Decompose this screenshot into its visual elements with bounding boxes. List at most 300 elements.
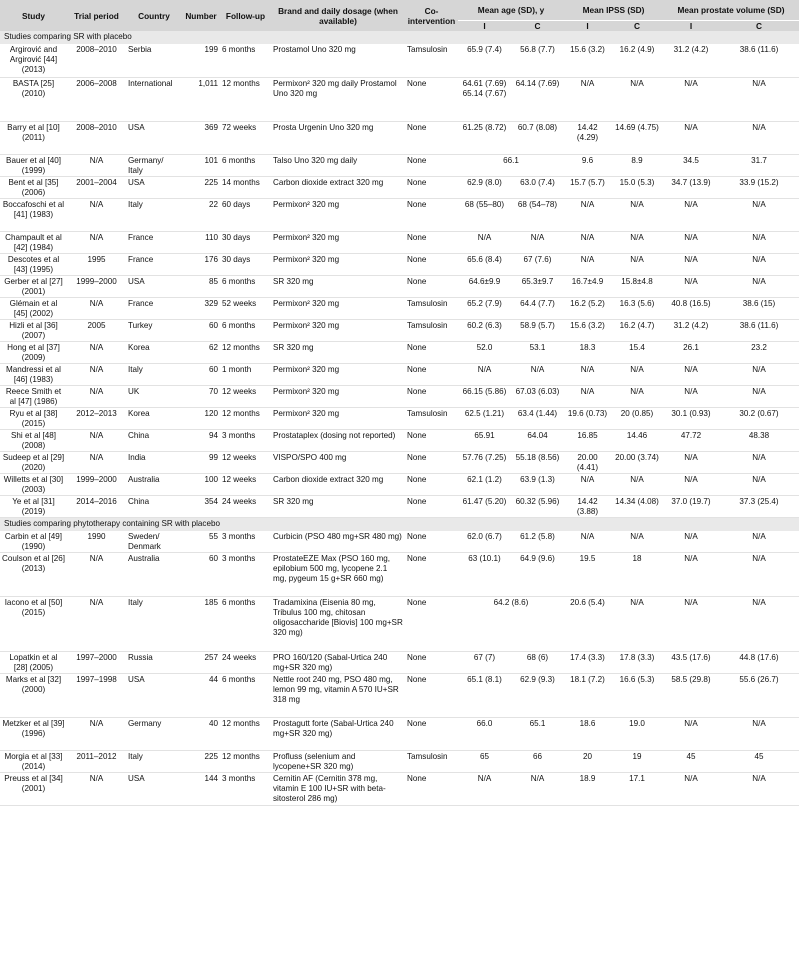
- number-cell: 55: [182, 531, 220, 553]
- volume-c-cell: N/A: [719, 553, 799, 597]
- study-cell: Barry et al [10] (2011): [0, 121, 67, 154]
- ipss-c-cell: 16.2 (4.7): [611, 319, 663, 341]
- ipss-c-cell: N/A: [611, 531, 663, 553]
- study-cell: Hizli et al [36] (2007): [0, 319, 67, 341]
- volume-i-cell: 45: [663, 751, 719, 773]
- table-row: [0, 253, 799, 275]
- ipss-i-cell: 14.42 (4.29): [564, 121, 611, 154]
- ipss-i-cell: N/A: [564, 363, 611, 385]
- volume-c-cell: N/A: [719, 253, 799, 275]
- volume-i-cell: N/A: [663, 231, 719, 253]
- ipss-i-cell: N/A: [564, 473, 611, 495]
- volume-i-cell: 34.5: [663, 154, 719, 176]
- ipss-i-cell: N/A: [564, 231, 611, 253]
- co-intervention-cell: None: [405, 275, 458, 297]
- country-cell: France: [126, 231, 182, 253]
- ipss-i-cell: 15.7 (5.7): [564, 176, 611, 198]
- volume-c-cell: 38.6 (15): [719, 297, 799, 319]
- study-cell: Gerber et al [27] (2001): [0, 275, 67, 297]
- volume-i-cell: N/A: [663, 553, 719, 597]
- section-header-row: [0, 31, 799, 44]
- number-cell: 62: [182, 341, 220, 363]
- ipss-c-cell: 20 (0.85): [611, 407, 663, 429]
- study-cell: Marks et al [32] (2000): [0, 674, 67, 718]
- volume-i-cell: N/A: [663, 597, 719, 652]
- brand-cell: Talso Uno 320 mg daily: [271, 154, 405, 176]
- ipss-c-cell: 15.8±4.8: [611, 275, 663, 297]
- number-cell: 60: [182, 319, 220, 341]
- ipss-i-cell: N/A: [564, 77, 611, 121]
- brand-cell: Permixon² 320 mg: [271, 198, 405, 231]
- number-cell: 185: [182, 597, 220, 652]
- ipss-i-cell: N/A: [564, 198, 611, 231]
- header-trial-period: Trial period: [67, 0, 126, 31]
- table-row: [0, 495, 799, 517]
- country-cell: USA: [126, 674, 182, 718]
- age-c-cell: 65.1: [511, 718, 564, 751]
- age-i-cell: 66.1: [458, 154, 564, 176]
- ipss-i-cell: 19.6 (0.73): [564, 407, 611, 429]
- age-c-cell: 68 (54–78): [511, 198, 564, 231]
- trial-period-cell: 2008–2010: [67, 44, 126, 77]
- brand-cell: Permixon² 320 mg: [271, 231, 405, 253]
- study-cell: Champault et al [42] (1984): [0, 231, 67, 253]
- ipss-c-cell: 16.3 (5.6): [611, 297, 663, 319]
- country-cell: Russia: [126, 652, 182, 674]
- trial-period-cell: 1997–1998: [67, 674, 126, 718]
- ipss-i-cell: 18.1 (7.2): [564, 674, 611, 718]
- ipss-c-cell: N/A: [611, 253, 663, 275]
- study-cell: Descotes et al [43] (1995): [0, 253, 67, 275]
- age-i-cell: 61.47 (5.20): [458, 495, 511, 517]
- volume-i-cell: N/A: [663, 363, 719, 385]
- co-intervention-cell: None: [405, 773, 458, 806]
- age-c-cell: 63.9 (1.3): [511, 473, 564, 495]
- country-cell: Korea: [126, 407, 182, 429]
- brand-cell: SR 320 mg: [271, 275, 405, 297]
- study-cell: Hong et al [37] (2009): [0, 341, 67, 363]
- ipss-c-cell: N/A: [611, 363, 663, 385]
- study-cell: Reece Smith et al [47] (1986): [0, 385, 67, 407]
- ipss-i-cell: 16.85: [564, 429, 611, 451]
- co-intervention-cell: None: [405, 495, 458, 517]
- volume-c-cell: N/A: [719, 597, 799, 652]
- co-intervention-cell: None: [405, 77, 458, 121]
- header-age-i: I: [458, 21, 511, 32]
- header-brand: Brand and daily dosage (when available): [271, 0, 405, 31]
- volume-i-cell: N/A: [663, 121, 719, 154]
- volume-i-cell: N/A: [663, 531, 719, 553]
- ipss-c-cell: 17.1: [611, 773, 663, 806]
- table-row: [0, 154, 799, 176]
- study-cell: Preuss et al [34] (2001): [0, 773, 67, 806]
- follow-up-cell: 30 days: [220, 253, 271, 275]
- header-age-c: C: [511, 21, 564, 32]
- number-cell: 110: [182, 231, 220, 253]
- table-row: [0, 231, 799, 253]
- age-c-cell: 58.9 (5.7): [511, 319, 564, 341]
- volume-c-cell: 23.2: [719, 341, 799, 363]
- volume-c-cell: 38.6 (11.6): [719, 319, 799, 341]
- brand-cell: Carbon dioxide extract 320 mg: [271, 473, 405, 495]
- follow-up-cell: 6 months: [220, 674, 271, 718]
- age-i-cell: 60.2 (6.3): [458, 319, 511, 341]
- ipss-i-cell: 19.5: [564, 553, 611, 597]
- co-intervention-cell: None: [405, 253, 458, 275]
- volume-i-cell: N/A: [663, 198, 719, 231]
- follow-up-cell: 12 months: [220, 718, 271, 751]
- brand-cell: Curbicin (PSO 480 mg+SR 480 mg): [271, 531, 405, 553]
- ipss-i-cell: 18.9: [564, 773, 611, 806]
- volume-i-cell: 37.0 (19.7): [663, 495, 719, 517]
- number-cell: 225: [182, 751, 220, 773]
- co-intervention-cell: None: [405, 473, 458, 495]
- age-c-cell: 67 (7.6): [511, 253, 564, 275]
- follow-up-cell: 24 weeks: [220, 652, 271, 674]
- co-intervention-cell: None: [405, 674, 458, 718]
- study-cell: Ryu et al [38] (2015): [0, 407, 67, 429]
- age-c-cell: 56.8 (7.7): [511, 44, 564, 77]
- age-c-cell: 64.9 (9.6): [511, 553, 564, 597]
- follow-up-cell: 72 weeks: [220, 121, 271, 154]
- age-i-cell: 68 (55–80): [458, 198, 511, 231]
- age-i-cell: 62.1 (1.2): [458, 473, 511, 495]
- country-cell: Germany/ Italy: [126, 154, 182, 176]
- ipss-i-cell: 18.3: [564, 341, 611, 363]
- follow-up-cell: 6 months: [220, 44, 271, 77]
- header-ipss-i: I: [564, 21, 611, 32]
- follow-up-cell: 52 weeks: [220, 297, 271, 319]
- header-volume-i: I: [663, 21, 719, 32]
- age-c-cell: 55.18 (8.56): [511, 451, 564, 473]
- follow-up-cell: 12 months: [220, 77, 271, 121]
- co-intervention-cell: None: [405, 718, 458, 751]
- country-cell: Serbia: [126, 44, 182, 77]
- age-c-cell: N/A: [511, 773, 564, 806]
- trial-period-cell: N/A: [67, 451, 126, 473]
- brand-cell: Prosta Urgenin Uno 320 mg: [271, 121, 405, 154]
- ipss-i-cell: 16.2 (5.2): [564, 297, 611, 319]
- volume-i-cell: N/A: [663, 773, 719, 806]
- table-row: [0, 674, 799, 718]
- volume-i-cell: N/A: [663, 77, 719, 121]
- ipss-c-cell: 14.34 (4.08): [611, 495, 663, 517]
- table-row: [0, 553, 799, 597]
- brand-cell: PRO 160/120 (Sabal-Urtica 240 mg+SR 320 mg): [271, 652, 405, 674]
- follow-up-cell: 12 months: [220, 751, 271, 773]
- follow-up-cell: 30 days: [220, 231, 271, 253]
- age-c-cell: 63.0 (7.4): [511, 176, 564, 198]
- brand-cell: VISPO/SPO 400 mg: [271, 451, 405, 473]
- ipss-i-cell: 15.6 (3.2): [564, 319, 611, 341]
- table-row: [0, 451, 799, 473]
- volume-c-cell: N/A: [719, 275, 799, 297]
- trial-period-cell: 2011–2012: [67, 751, 126, 773]
- trial-period-cell: 1997–2000: [67, 652, 126, 674]
- study-cell: Metzker et al [39] (1996): [0, 718, 67, 751]
- ipss-c-cell: 15.4: [611, 341, 663, 363]
- co-intervention-cell: None: [405, 531, 458, 553]
- number-cell: 144: [182, 773, 220, 806]
- table-row: [0, 176, 799, 198]
- volume-c-cell: N/A: [719, 121, 799, 154]
- country-cell: Australia: [126, 473, 182, 495]
- ipss-i-cell: 16.7±4.9: [564, 275, 611, 297]
- age-i-cell: 65.1 (8.1): [458, 674, 511, 718]
- volume-i-cell: 26.1: [663, 341, 719, 363]
- country-cell: USA: [126, 275, 182, 297]
- age-c-cell: 64.14 (7.69): [511, 77, 564, 121]
- country-cell: Turkey: [126, 319, 182, 341]
- brand-cell: Cernitin AF (Cernitin 378 mg, vitamin E 100 IU+SR with beta-sitosterol 286 mg): [271, 773, 405, 806]
- ipss-i-cell: 9.6: [564, 154, 611, 176]
- number-cell: 329: [182, 297, 220, 319]
- country-cell: Sweden/ Denmark: [126, 531, 182, 553]
- trial-period-cell: N/A: [67, 553, 126, 597]
- age-i-cell: 66.0: [458, 718, 511, 751]
- header-mean-age: Mean age (SD), y: [458, 0, 564, 21]
- ipss-c-cell: 8.9: [611, 154, 663, 176]
- study-cell: Argirović and Argirović [44] (2013): [0, 44, 67, 77]
- ipss-c-cell: 15.0 (5.3): [611, 176, 663, 198]
- age-i-cell: 65: [458, 751, 511, 773]
- country-cell: USA: [126, 176, 182, 198]
- age-i-cell: 57.76 (7.25): [458, 451, 511, 473]
- age-c-cell: 68 (6): [511, 652, 564, 674]
- volume-c-cell: N/A: [719, 77, 799, 121]
- co-intervention-cell: None: [405, 231, 458, 253]
- study-cell: Carbin et al [49] (1990): [0, 531, 67, 553]
- table-row: [0, 198, 799, 231]
- age-i-cell: 65.91: [458, 429, 511, 451]
- brand-cell: Permixon² 320 mg: [271, 253, 405, 275]
- trial-period-cell: 2001–2004: [67, 176, 126, 198]
- number-cell: 225: [182, 176, 220, 198]
- table-row: [0, 473, 799, 495]
- country-cell: USA: [126, 121, 182, 154]
- age-i-cell: 61.25 (8.72): [458, 121, 511, 154]
- brand-cell: Permixon² 320 mg daily Prostamol Uno 320 mg: [271, 77, 405, 121]
- number-cell: 60: [182, 553, 220, 597]
- ipss-c-cell: 18: [611, 553, 663, 597]
- header-mean-prostate-volume: Mean prostate volume (SD): [663, 0, 799, 21]
- header-ipss-c: C: [611, 21, 663, 32]
- table-row: [0, 363, 799, 385]
- table-row: [0, 773, 799, 806]
- co-intervention-cell: None: [405, 429, 458, 451]
- age-c-cell: 64.04: [511, 429, 564, 451]
- brand-cell: SR 320 mg: [271, 495, 405, 517]
- trial-period-cell: 1999–2000: [67, 275, 126, 297]
- volume-i-cell: 40.8 (16.5): [663, 297, 719, 319]
- brand-cell: Permixon² 320 mg: [271, 297, 405, 319]
- volume-c-cell: N/A: [719, 451, 799, 473]
- volume-c-cell: 38.6 (11.6): [719, 44, 799, 77]
- header-study: Study: [0, 0, 67, 31]
- volume-i-cell: 31.2 (4.2): [663, 319, 719, 341]
- header-number: Number: [182, 0, 220, 31]
- country-cell: France: [126, 253, 182, 275]
- study-cell: Willetts et al [30] (2003): [0, 473, 67, 495]
- volume-i-cell: 47.72: [663, 429, 719, 451]
- trial-period-cell: 1999–2000: [67, 473, 126, 495]
- country-cell: Italy: [126, 198, 182, 231]
- volume-c-cell: N/A: [719, 718, 799, 751]
- brand-cell: Profluss (selenium and lycopene+SR 320 mg): [271, 751, 405, 773]
- age-i-cell: 64.61 (7.69) 65.14 (7.67): [458, 77, 511, 121]
- number-cell: 120: [182, 407, 220, 429]
- table-row: [0, 718, 799, 751]
- country-cell: Germany: [126, 718, 182, 751]
- country-cell: Australia: [126, 553, 182, 597]
- table-row: [0, 597, 799, 652]
- follow-up-cell: 12 weeks: [220, 451, 271, 473]
- brand-cell: ProstateEZE Max (PSO 160 mg, epilobium 500 mg, lycopene 2.1 mg, pygeum 15 g+SR 660 mg): [271, 553, 405, 597]
- ipss-c-cell: N/A: [611, 473, 663, 495]
- volume-i-cell: N/A: [663, 718, 719, 751]
- volume-c-cell: 45: [719, 751, 799, 773]
- age-i-cell: 64.6±9.9: [458, 275, 511, 297]
- ipss-c-cell: N/A: [611, 597, 663, 652]
- table-row: [0, 751, 799, 773]
- number-cell: 176: [182, 253, 220, 275]
- country-cell: International: [126, 77, 182, 121]
- ipss-i-cell: 15.6 (3.2): [564, 44, 611, 77]
- volume-c-cell: 44.8 (17.6): [719, 652, 799, 674]
- volume-i-cell: 31.2 (4.2): [663, 44, 719, 77]
- number-cell: 22: [182, 198, 220, 231]
- ipss-c-cell: 19: [611, 751, 663, 773]
- number-cell: 257: [182, 652, 220, 674]
- study-cell: Ye et al [31] (2019): [0, 495, 67, 517]
- number-cell: 85: [182, 275, 220, 297]
- co-intervention-cell: Tamsulosin: [405, 407, 458, 429]
- volume-i-cell: N/A: [663, 451, 719, 473]
- follow-up-cell: 3 months: [220, 429, 271, 451]
- table-header: [0, 0, 799, 31]
- number-cell: 99: [182, 451, 220, 473]
- ipss-i-cell: 14.42 (3.88): [564, 495, 611, 517]
- age-i-cell: 52.0: [458, 341, 511, 363]
- volume-i-cell: 34.7 (13.9): [663, 176, 719, 198]
- trial-period-cell: N/A: [67, 341, 126, 363]
- study-cell: Bent et al [35] (2006): [0, 176, 67, 198]
- table-row: [0, 385, 799, 407]
- number-cell: 100: [182, 473, 220, 495]
- co-intervention-cell: None: [405, 154, 458, 176]
- age-i-cell: 62.0 (6.7): [458, 531, 511, 553]
- age-i-cell: 63 (10.1): [458, 553, 511, 597]
- co-intervention-cell: None: [405, 652, 458, 674]
- table-row: [0, 121, 799, 154]
- study-cell: Sudeep et al [29] (2020): [0, 451, 67, 473]
- header-volume-c: C: [719, 21, 799, 32]
- co-intervention-cell: Tamsulosin: [405, 297, 458, 319]
- number-cell: 354: [182, 495, 220, 517]
- age-c-cell: N/A: [511, 231, 564, 253]
- follow-up-cell: 12 weeks: [220, 473, 271, 495]
- age-i-cell: 64.2 (8.6): [458, 597, 564, 652]
- table-row: [0, 275, 799, 297]
- trial-period-cell: 2005: [67, 319, 126, 341]
- country-cell: India: [126, 451, 182, 473]
- ipss-i-cell: 18.6: [564, 718, 611, 751]
- co-intervention-cell: None: [405, 385, 458, 407]
- co-intervention-cell: None: [405, 121, 458, 154]
- follow-up-cell: 6 months: [220, 154, 271, 176]
- ipss-c-cell: 16.6 (5.3): [611, 674, 663, 718]
- table-row: [0, 531, 799, 553]
- age-c-cell: 66: [511, 751, 564, 773]
- number-cell: 101: [182, 154, 220, 176]
- study-cell: Bauer et al [40] (1999): [0, 154, 67, 176]
- study-cell: Lopatkin et al [28] (2005): [0, 652, 67, 674]
- country-cell: China: [126, 495, 182, 517]
- follow-up-cell: 12 months: [220, 341, 271, 363]
- section-title: Studies comparing SR with placebo: [0, 31, 799, 44]
- country-cell: France: [126, 297, 182, 319]
- trial-period-cell: 1995: [67, 253, 126, 275]
- table-row: [0, 297, 799, 319]
- study-cell: Morgia et al [33] (2014): [0, 751, 67, 773]
- volume-c-cell: N/A: [719, 363, 799, 385]
- trial-period-cell: N/A: [67, 597, 126, 652]
- age-i-cell: N/A: [458, 773, 511, 806]
- country-cell: China: [126, 429, 182, 451]
- table-row: [0, 429, 799, 451]
- volume-c-cell: 55.6 (26.7): [719, 674, 799, 718]
- volume-c-cell: 37.3 (25.4): [719, 495, 799, 517]
- volume-c-cell: 31.7: [719, 154, 799, 176]
- age-c-cell: 53.1: [511, 341, 564, 363]
- age-i-cell: 67 (7): [458, 652, 511, 674]
- ipss-c-cell: 14.69 (4.75): [611, 121, 663, 154]
- ipss-c-cell: N/A: [611, 198, 663, 231]
- trial-period-cell: 2008–2010: [67, 121, 126, 154]
- trial-period-cell: N/A: [67, 363, 126, 385]
- brand-cell: Prostamol Uno 320 mg: [271, 44, 405, 77]
- trial-period-cell: N/A: [67, 773, 126, 806]
- trial-period-cell: N/A: [67, 297, 126, 319]
- follow-up-cell: 12 months: [220, 407, 271, 429]
- co-intervention-cell: None: [405, 363, 458, 385]
- study-cell: Boccafoschi et al [41] (1983): [0, 198, 67, 231]
- study-cell: Shi et al [48] (2008): [0, 429, 67, 451]
- table-row: [0, 319, 799, 341]
- age-c-cell: 67.03 (6.03): [511, 385, 564, 407]
- country-cell: Italy: [126, 597, 182, 652]
- brand-cell: SR 320 mg: [271, 341, 405, 363]
- follow-up-cell: 3 months: [220, 531, 271, 553]
- header-co-intervention: Co-intervention: [405, 0, 458, 31]
- co-intervention-cell: None: [405, 451, 458, 473]
- age-c-cell: 65.3±9.7: [511, 275, 564, 297]
- ipss-c-cell: N/A: [611, 77, 663, 121]
- co-intervention-cell: None: [405, 597, 458, 652]
- volume-i-cell: 58.5 (29.8): [663, 674, 719, 718]
- volume-c-cell: N/A: [719, 231, 799, 253]
- table-row: [0, 44, 799, 77]
- follow-up-cell: 3 months: [220, 553, 271, 597]
- number-cell: 40: [182, 718, 220, 751]
- country-cell: Italy: [126, 363, 182, 385]
- volume-c-cell: 30.2 (0.67): [719, 407, 799, 429]
- volume-c-cell: 33.9 (15.2): [719, 176, 799, 198]
- ipss-i-cell: 20.6 (5.4): [564, 597, 611, 652]
- age-c-cell: 62.9 (9.3): [511, 674, 564, 718]
- age-i-cell: 65.9 (7.4): [458, 44, 511, 77]
- volume-i-cell: 43.5 (17.6): [663, 652, 719, 674]
